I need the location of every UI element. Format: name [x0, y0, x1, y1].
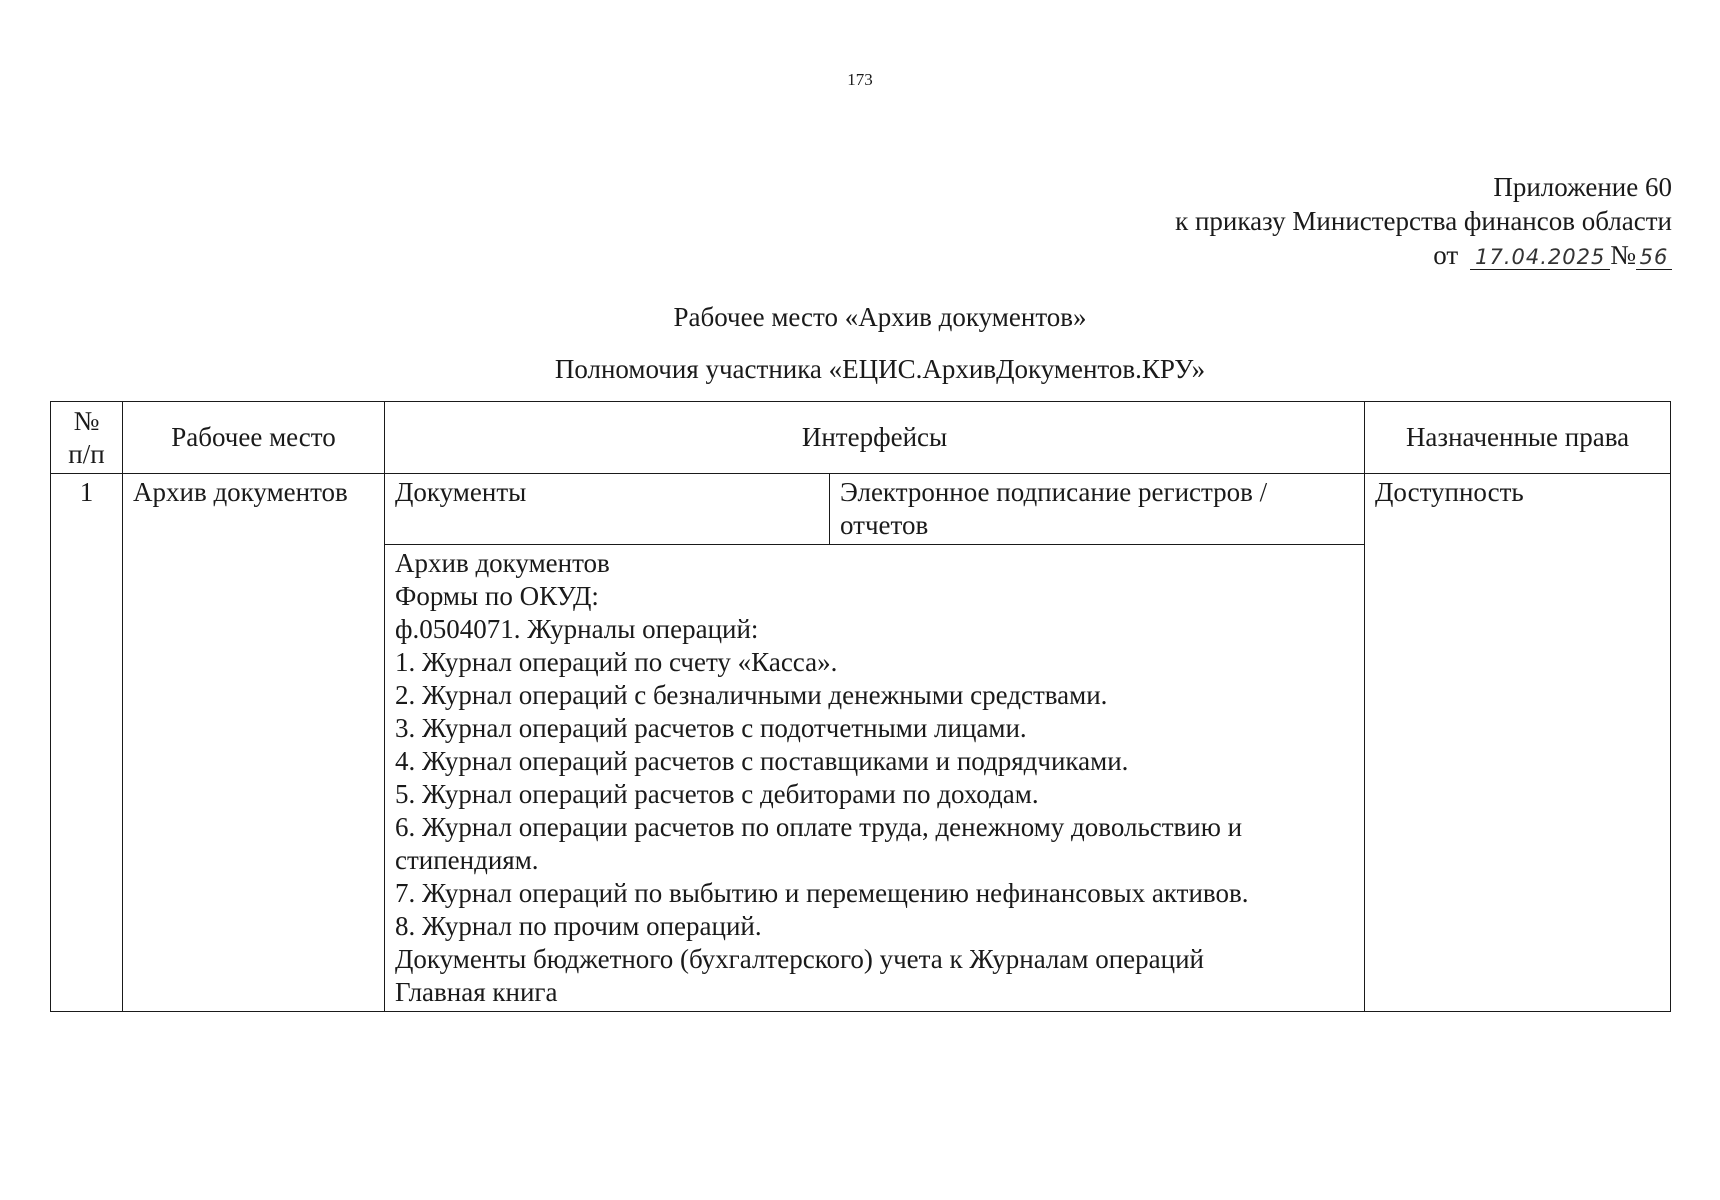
row-rights: Доступность [1365, 474, 1671, 1012]
list-item: 1. Журнал операций по счету «Касса». [395, 647, 838, 677]
from-label: от [1433, 240, 1459, 270]
permissions-title: Полномочия участника «ЕЦИС.АрхивДокументов.КРУ» [554, 354, 1206, 384]
row-number: 1 [51, 474, 123, 1012]
list-item: 3. Журнал операций расчетов с подотчетными лицами. [395, 713, 1027, 743]
list-item: 6. Журнал операции расчетов по оплате труда, денежному довольствию и стипендиям. [395, 812, 1243, 875]
interface-documents: Документы [385, 474, 830, 545]
list-item: 2. Журнал операций с безналичными денежными средствами. [395, 680, 1108, 710]
appendix-title: Приложение 60 [1493, 172, 1672, 202]
interface-signing: Электронное подписание регистров / отчетов [830, 474, 1365, 545]
list-item: Формы по ОКУД: [395, 581, 599, 611]
list-item: 7. Журнал операций по выбытию и перемещению нефинансовых активов. [395, 878, 1249, 908]
permissions-table [50, 401, 1671, 1012]
list-item: Главная книга [395, 977, 558, 1007]
list-item: 8. Журнал по прочим операций. [395, 911, 762, 941]
appendix-date-line [1175, 238, 1672, 272]
workplace-title: Рабочее место «Архив документов» [673, 302, 1087, 332]
list-item: Документы бюджетного (бухгалтерского) учета к Журналам операций [395, 944, 1204, 974]
list-item: ф.0504071. Журналы операций: [395, 614, 759, 644]
handwritten-date: 17.04.2025 [1470, 245, 1610, 270]
appendix-block [1175, 170, 1672, 272]
document-list [385, 545, 1365, 1012]
page-number: 173 [847, 70, 873, 89]
list-item: 5. Журнал операций расчетов с дебиторами по доходам. [395, 779, 1039, 809]
list-item: Архив документов [395, 548, 610, 578]
table-row [51, 474, 1671, 545]
row-workplace: Архив документов [123, 474, 385, 1012]
handwritten-number: 56 [1636, 245, 1672, 270]
list-item: 4. Журнал операций расчетов с поставщиками и подрядчиками. [395, 746, 1129, 776]
number-label: № [1610, 240, 1636, 270]
header-workplace: Рабочее место [123, 402, 385, 474]
header-interfaces: Интерфейсы [385, 402, 1365, 474]
table-header-row [51, 402, 1671, 474]
appendix-order: к приказу Министерства финансов области [1175, 206, 1672, 236]
header-number: № п/п [51, 402, 123, 474]
header-rights: Назначенные права [1365, 402, 1671, 474]
